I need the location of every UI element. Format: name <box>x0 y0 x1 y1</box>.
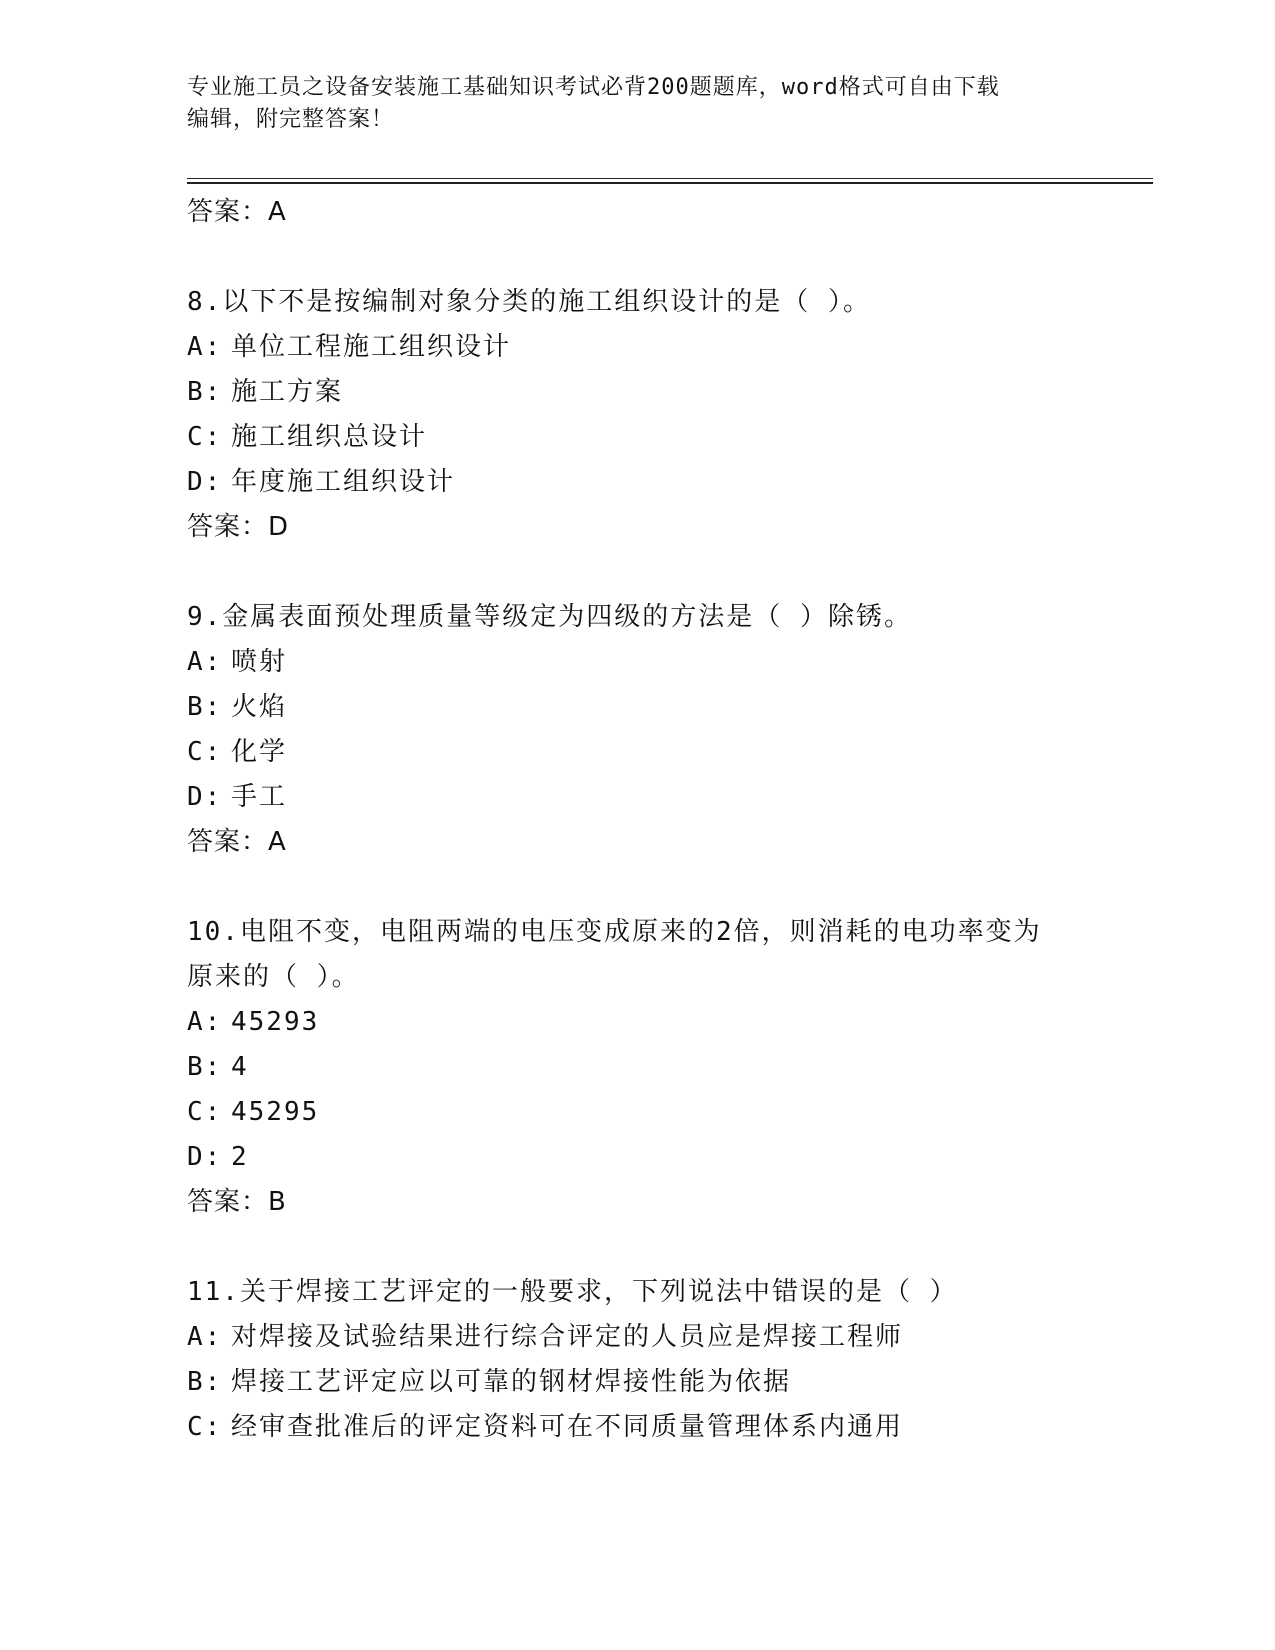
answer-label: 答案：A <box>187 827 287 857</box>
option-letter: C: <box>187 1097 223 1127</box>
option-text: 经审查批准后的评定资料可在不同质量管理体系内通用 <box>231 1412 904 1442</box>
option-letter: A: <box>187 1322 223 1352</box>
spacer <box>187 1225 1087 1270</box>
option-b <box>187 370 1087 415</box>
question-11 <box>187 1270 1087 1450</box>
question-10 <box>187 910 1087 1225</box>
answer-label: 答案：B <box>187 1187 287 1217</box>
option-d <box>187 775 1087 820</box>
question-stem: 8.以下不是按编制对象分类的施工组织设计的是（ ）。 <box>187 287 871 317</box>
option-text: 45293 <box>231 1007 320 1037</box>
option-c <box>187 1090 1087 1135</box>
option-text: 45295 <box>231 1097 320 1127</box>
answer-label: 答案：D <box>187 512 290 542</box>
option-letter: D: <box>187 467 223 497</box>
option-text: 化学 <box>231 737 288 767</box>
question-list <box>187 190 1087 1450</box>
option-letter: C: <box>187 737 223 767</box>
option-text: 施工组织总设计 <box>231 422 428 452</box>
option-d <box>187 1135 1087 1180</box>
option-b <box>187 685 1087 730</box>
option-letter: A: <box>187 1007 223 1037</box>
question-stem: 11.关于焊接工艺评定的一般要求，下列说法中错误的是（ ） <box>187 1277 958 1307</box>
spacer <box>187 235 1087 280</box>
option-c <box>187 1405 1087 1450</box>
header-title-line-1: 专业施工员之设备安装施工基础知识考试必背200题题库，word格式可自由下载 <box>187 75 1000 100</box>
option-text: 年度施工组织设计 <box>231 467 456 497</box>
header-title-line-2: 编辑，附完整答案！ <box>187 107 395 132</box>
option-letter: C: <box>187 422 223 452</box>
option-text: 焊接工艺评定应以可靠的钢材焊接性能为依据 <box>231 1367 792 1397</box>
option-letter: C: <box>187 1412 223 1442</box>
option-a <box>187 325 1087 370</box>
option-a <box>187 640 1087 685</box>
option-letter: A: <box>187 332 223 362</box>
question-stem-line-2: 原来的（ ）。 <box>187 962 360 992</box>
option-letter: B: <box>187 1367 223 1397</box>
option-text: 施工方案 <box>231 377 344 407</box>
answer-label: 答案：A <box>187 197 287 227</box>
option-b <box>187 1045 1087 1090</box>
header-divider-thin <box>187 178 1153 179</box>
question-9 <box>187 595 1087 865</box>
option-text: 手工 <box>231 782 288 812</box>
header-divider-thick <box>187 182 1153 184</box>
document-header <box>187 72 1067 136</box>
option-a <box>187 1000 1087 1045</box>
option-letter: A: <box>187 647 223 677</box>
option-c <box>187 730 1087 775</box>
option-text: 对焊接及试验结果进行综合评定的人员应是焊接工程师 <box>231 1322 904 1352</box>
option-letter: B: <box>187 377 223 407</box>
option-a <box>187 1315 1087 1360</box>
spacer <box>187 550 1087 595</box>
question-8 <box>187 280 1087 550</box>
option-d <box>187 460 1087 505</box>
option-letter: D: <box>187 1142 223 1172</box>
question-stem: 9.金属表面预处理质量等级定为四级的方法是（ ）除锈。 <box>187 602 912 632</box>
option-text: 喷射 <box>231 647 288 677</box>
option-b <box>187 1360 1087 1405</box>
option-text: 火焰 <box>231 692 288 722</box>
option-letter: B: <box>187 692 223 722</box>
question-stem-line-1: 10.电阻不变，电阻两端的电压变成原来的2倍，则消耗的电功率变为 <box>187 917 1042 947</box>
option-c <box>187 415 1087 460</box>
spacer <box>187 865 1087 910</box>
option-text: 2 <box>231 1142 249 1172</box>
option-text: 4 <box>231 1052 249 1082</box>
option-text: 单位工程施工组织设计 <box>231 332 512 362</box>
option-letter: D: <box>187 782 223 812</box>
option-letter: B: <box>187 1052 223 1082</box>
